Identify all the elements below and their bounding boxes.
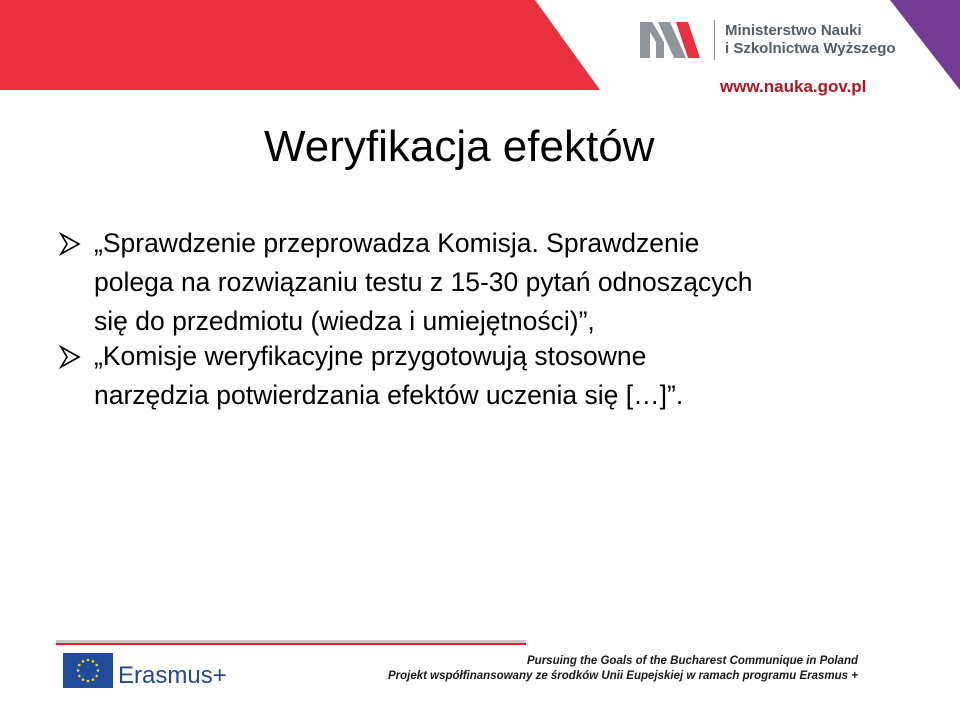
slide-header bbox=[0, 0, 960, 96]
footer-project-text bbox=[388, 654, 858, 684]
erasmus-plus-label: Erasmus+ bbox=[118, 662, 227, 689]
ministry-url: www.nauka.gov.pl bbox=[720, 77, 867, 96]
red-header-band bbox=[0, 0, 600, 90]
ministry-logo-icon bbox=[640, 22, 700, 58]
eu-flag-icon bbox=[63, 653, 113, 688]
bullet-text-line: „Komisje weryfikacyjne przygotowują stosowne bbox=[94, 341, 647, 371]
footer-line-2: Projekt współfinansowany ze środków Unii Eupejskiej w ramach programu Erasmus + bbox=[387, 670, 858, 682]
bullet-item bbox=[56, 337, 936, 415]
arrowhead-bullet-icon bbox=[58, 232, 82, 256]
footer-line-1: Pursuing the Goals of the Bucharest Communique in Poland bbox=[527, 655, 858, 667]
bullet-text-line: narzędzia potwierdzania efektów uczenia się […]”. bbox=[94, 380, 684, 410]
ministry-divider bbox=[714, 20, 715, 60]
footer-rule-red bbox=[56, 643, 526, 645]
bullet-text-line: „Sprawdzenie przeprowadza Komisja. Sprawdzenie bbox=[94, 228, 700, 258]
ministry-name-line2: i Szkolnictwa Wyższego bbox=[725, 40, 896, 57]
arrowhead-bullet-icon bbox=[58, 345, 82, 369]
ministry-name bbox=[725, 22, 895, 58]
bullet-list bbox=[56, 224, 936, 415]
bullet-text-line: polega na rozwiązaniu testu z 15-30 pytań odnoszących bbox=[94, 267, 753, 297]
bullet-text-line: się do przedmiotu (wiedza i umiejętności)”, bbox=[94, 306, 595, 336]
ministry-name-line1: Ministerstwo Nauki bbox=[725, 22, 862, 39]
purple-corner-triangle bbox=[890, 0, 960, 90]
slide-title: Weryfikacja efektów bbox=[264, 122, 655, 171]
bullet-item bbox=[56, 224, 936, 341]
